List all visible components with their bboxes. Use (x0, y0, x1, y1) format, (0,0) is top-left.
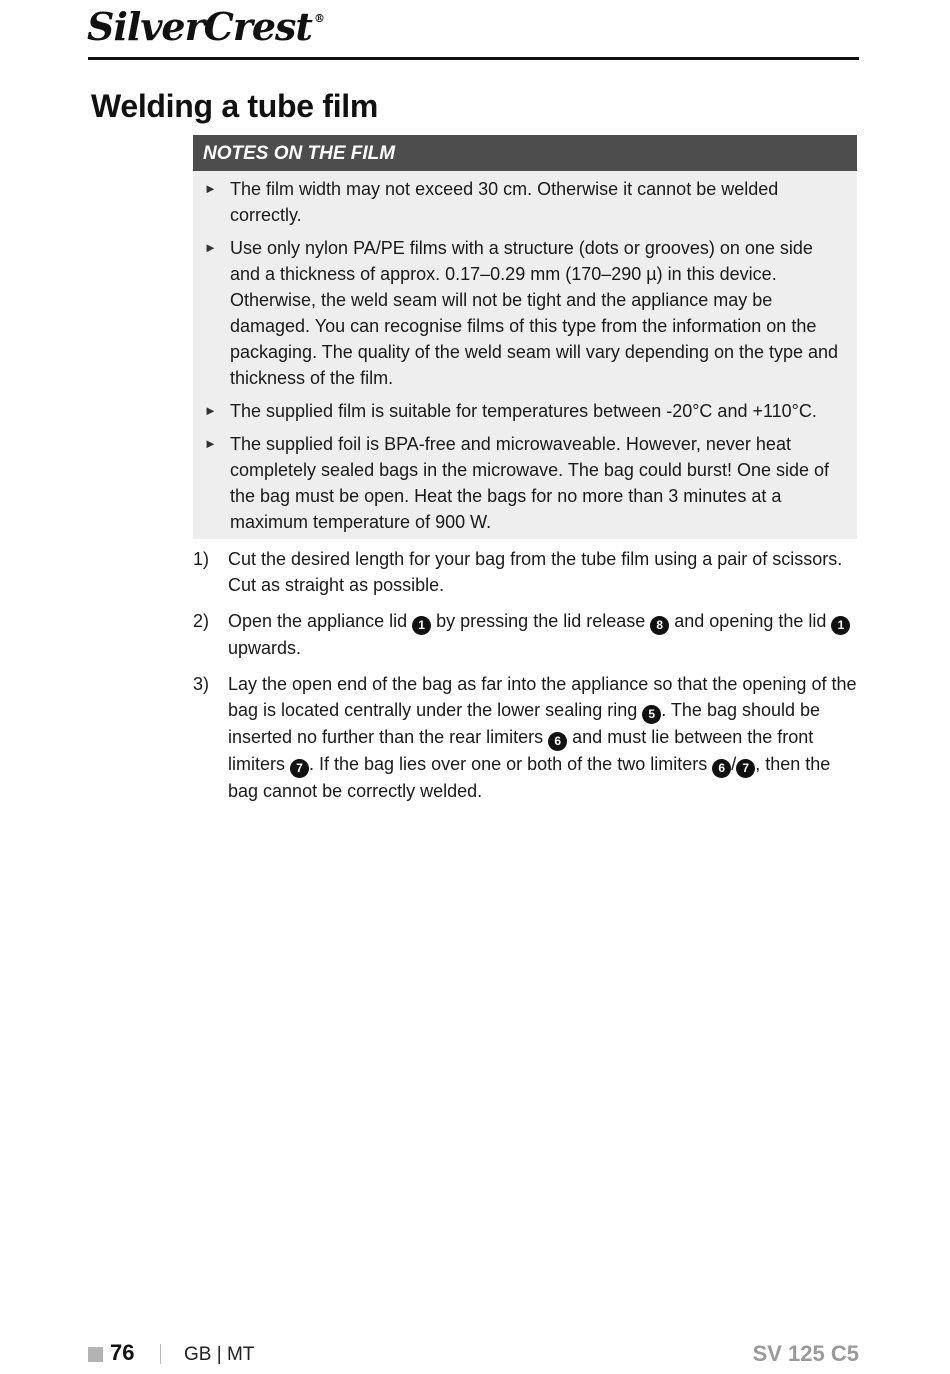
registered-mark: ® (313, 12, 324, 25)
step-number: 1) (193, 549, 210, 569)
footer-square-icon (88, 1347, 103, 1362)
note-item: ► Use only nylon PA/PE films with a structure (dots or grooves) on one side and a thickness of approx. 0.17–0.29 mm (170–290 µ) in this device. Otherwise, the weld seam will not be tight and the appliance may be damaged. You can recognise films of this type from the information on the packaging. The quality of the weld seam will vary depending on the type and thickness of the film. (193, 235, 857, 391)
page-footer (88, 1340, 859, 1370)
brand-logo: SilverCrest ® (87, 4, 324, 49)
step-number: 3) (193, 674, 210, 694)
step-item: 3) Lay the open end of the bag as far into the appliance so that the opening of the bag is located centrally under the lower sealing ring 5 . The bag should be inserted no further than the rear limiters 6 and must lie between the front limiters 7 . If the bag lies over one or both of the two limiters 6 / 7 , then the bag cannot be correctly welded. (193, 671, 865, 804)
callout-number-icon: 7 (290, 759, 309, 778)
instruction-steps (193, 546, 865, 814)
footer-languages: GB | MT (184, 1344, 255, 1365)
footer-divider (160, 1344, 161, 1364)
arrow-bullet-icon: ► (204, 436, 217, 451)
note-item: ► The supplied foil is BPA-free and microwaveable. However, never heat completely sealed bags in the microwave. The bag could burst! One side of the bag must be open. Heat the bags for no more than 3 minutes at a maximum temperature of 900 W. (193, 431, 857, 535)
step-item: 2) Open the appliance lid 1 by pressing the lid release 8 and opening the lid 1 upwards. (193, 608, 865, 661)
callout-number-icon: 8 (650, 616, 669, 635)
note-item: ► The film width may not exceed 30 cm. Otherwise it cannot be welded correctly. (193, 176, 857, 228)
callout-number-icon: 7 (736, 759, 755, 778)
model-number: SV 125 C5 (752, 1341, 859, 1366)
note-item: ► The supplied film is suitable for temperatures between -20°C and +110°C. (193, 398, 857, 424)
notes-list (193, 171, 857, 535)
arrow-bullet-icon: ► (204, 403, 217, 418)
notes-heading: NOTES ON THE FILM (193, 135, 857, 171)
callout-number-icon: 6 (548, 732, 567, 751)
notes-box (193, 135, 857, 539)
callout-number-icon: 1 (831, 616, 850, 635)
callout-number-icon: 1 (412, 616, 431, 635)
page-number: 76 (110, 1340, 135, 1365)
header-divider (88, 57, 859, 60)
callout-number-icon: 5 (642, 705, 661, 724)
step-number: 2) (193, 611, 210, 631)
callout-number-icon: 6 (712, 759, 731, 778)
arrow-bullet-icon: ► (204, 240, 217, 255)
arrow-bullet-icon: ► (204, 181, 217, 196)
page-title: Welding a tube film (91, 88, 379, 124)
step-item: 1) Cut the desired length for your bag from the tube film using a pair of scissors. Cut as straight as possible. (193, 546, 865, 598)
